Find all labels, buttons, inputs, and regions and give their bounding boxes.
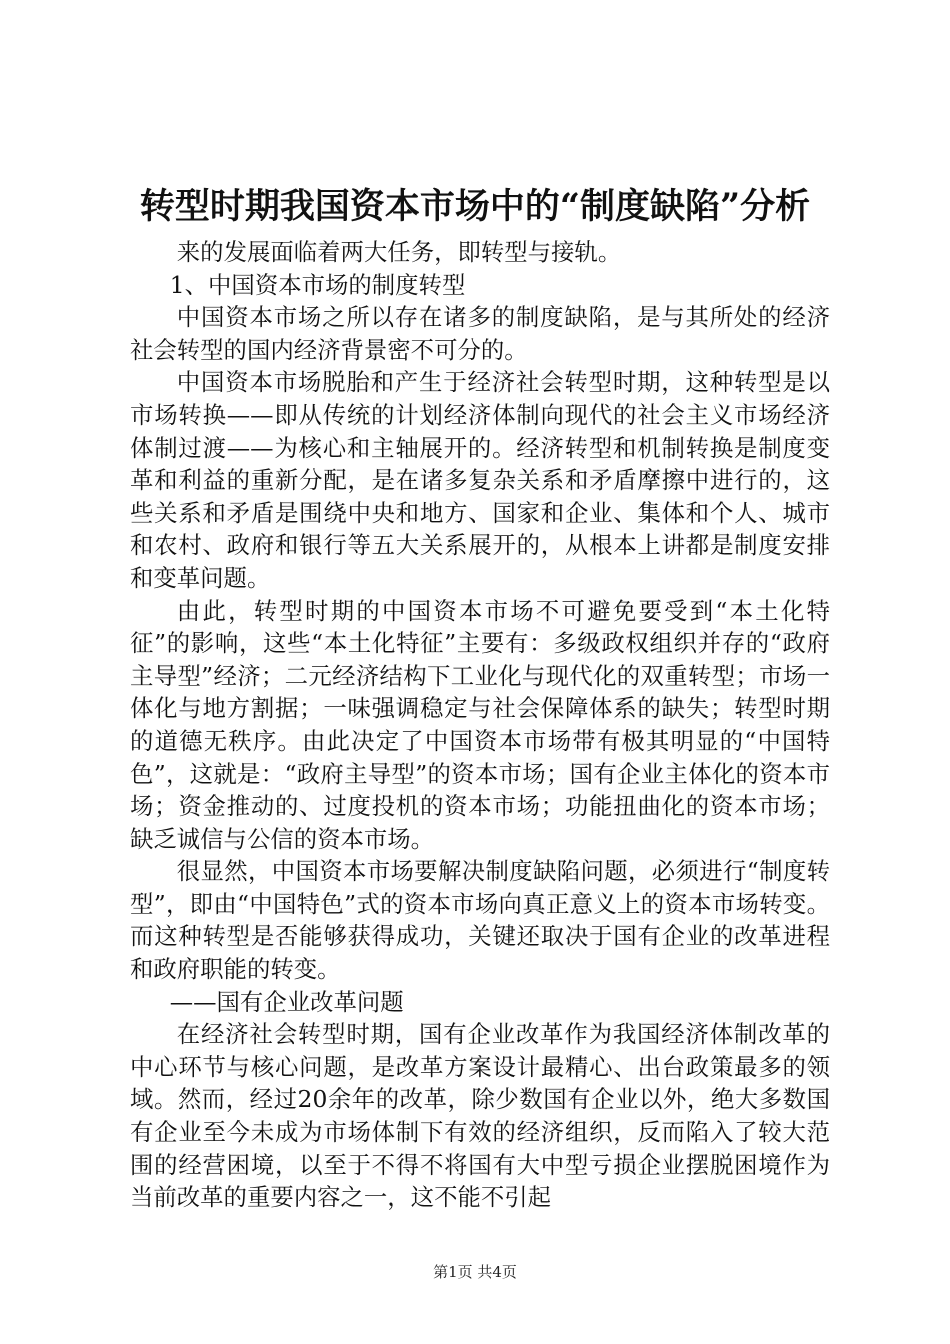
paragraph: 在经济社会转型时期，国有企业改革作为我国经济体制改革的中心环节与核心问题，是改革方案设计最精心、出台政策最多的领域。然而，经过20余年的改革，除少数国有企业以外，绝大多数国有企业至今未成为市场体制下有效的经济组织，反而陷入了较大范围的经营困境，以至于不得不将国有大中型亏损企业摆脱困境作为当前改革的重要内容之一，这不能不引起: [130, 1020, 830, 1212]
section-heading: 1、中国资本市场的制度转型: [169, 270, 466, 299]
paragraph: 很显然，中国资本市场要解决制度缺陷问题，必须进行“制度转型”，即由“中国特色”式的资本市场向真正意义上的资本市场转变。而这种转型是否能够获得成功，关键还取决于国有企业的改革进程和政府职能的转变。: [130, 857, 830, 984]
paragraph: 中国资本市场之所以存在诸多的制度缺陷，是与其所处的经济社会转型的国内经济背景密不可分的。: [130, 303, 830, 364]
paragraph: 来的发展面临着两大任务，即转型与接轨。: [176, 238, 622, 266]
section-heading: ——国有企业改革问题: [169, 987, 404, 1016]
document-title: 转型时期我国资本市场中的“制度缺陷”分析: [139, 186, 811, 227]
paragraph: 中国资本市场脱胎和产生于经济社会转型时期，这种转型是以市场转换——即从传统的计划经济体制向现代的社会主义市场经济体制过渡——为核心和主轴展开的。经济转型和机制转换是制度变革和利益的重新分配，是在诸多复杂关系和矛盾摩擦中进行的，这些关系和矛盾是围绕中央和地方、国家和企业、集体和个人、城市和农村、政府和银行等五大关系展开的，从根本上讲都是制度安排和变革问题。: [130, 368, 830, 592]
page-number: 第1页 共4页: [433, 1263, 517, 1281]
paragraph: 由此，转型时期的中国资本市场不可避免要受到“本土化特征”的影响，这些“本土化特征”主要有：多级政权组织并存的“政府主导型”经济；二元经济结构下工业化与现代化的双重转型；市场一体化与地方割据；一味强调稳定与社会保障体系的缺失；转型时期的道德无秩序。由此决定了中国资本市场带有极其明显的“中国特色”，这就是：“政府主导型”的资本市场；国有企业主体化的资本市场；资金推动的、过度投机的资本市场；功能扭曲化的资本市场；缺乏诚信与公信的资本市场。: [130, 596, 830, 853]
document-body: [130, 236, 830, 1214]
